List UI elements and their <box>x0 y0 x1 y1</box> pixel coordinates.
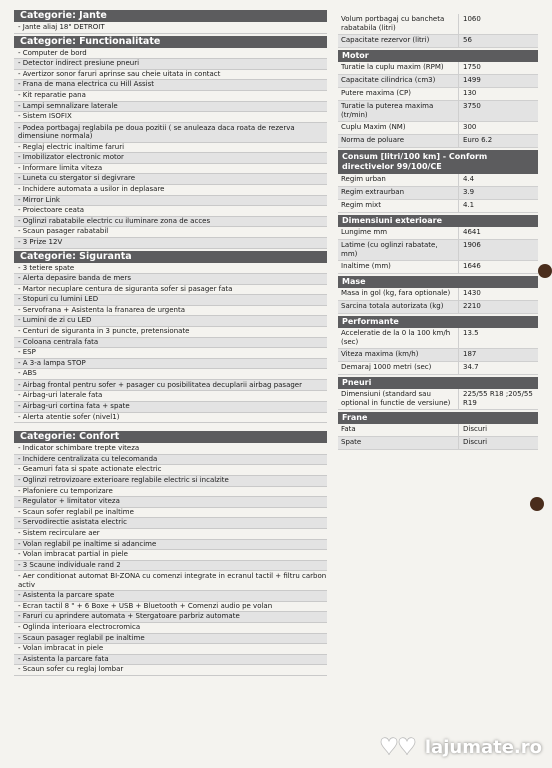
spec-row <box>338 200 538 213</box>
spec-label: Regim urban <box>341 175 386 183</box>
paper-hole-mark <box>538 264 552 278</box>
specs-table <box>338 14 538 450</box>
spec-row <box>338 135 538 148</box>
list-item: - Podea portbagaj reglabila pe doua pozitii ( se anuleaza daca roata de rezerva dimensiune normala) <box>14 123 327 143</box>
section-header: Dimensiuni exterioare <box>338 215 538 227</box>
list-item: - Volan imbracat in piele <box>14 644 327 655</box>
list-item: - Alerta atentie sofer (nivel1) <box>14 413 327 424</box>
spec-label: Norma de poluare <box>341 136 405 144</box>
list-item: - Lumini de zi cu LED <box>14 316 327 327</box>
section-header: Categorie: Confort <box>14 431 327 443</box>
list-item: - Airbag-uri cortina fata + spate <box>14 402 327 413</box>
list-item: - Sistem ISOFIX <box>14 112 327 123</box>
list-item: - Scaun pasager reglabil pe inaltime <box>14 634 327 645</box>
spec-label: Lungime mm <box>341 228 388 236</box>
spec-label: Dimensiuni (standard sau optional in functie de versiune) <box>341 390 451 407</box>
spec-row <box>338 187 538 200</box>
spec-row <box>338 227 538 240</box>
section-header: Mase <box>338 276 538 288</box>
spec-label: Cuplu Maxim (NM) <box>341 123 406 131</box>
spec-value: 1430 <box>458 288 538 300</box>
spec-row <box>338 389 538 410</box>
spec-value: 2210 <box>458 301 538 313</box>
spec-row <box>338 328 538 349</box>
spec-label: Inaltime (mm) <box>341 262 391 270</box>
list-item: - Avertizor sonor faruri aprinse sau cheie uitata in contact <box>14 70 327 81</box>
list-item: - Alerta depasire banda de mers <box>14 274 327 285</box>
list-item: - Scaun sofer cu reglaj lombar <box>14 665 327 676</box>
spec-label: Latime (cu oglinzi rabatate, mm) <box>341 241 438 258</box>
list-item: - Kit reparatie pana <box>14 91 327 102</box>
list-item: - Scaun pasager rabatabil <box>14 227 327 238</box>
list-item: - Detector indirect presiune pneuri <box>14 59 327 70</box>
spec-row <box>338 88 538 101</box>
spec-value: Discuri <box>458 437 538 449</box>
list-item: - A 3-a lampa STOP <box>14 359 327 370</box>
spec-label: Putere maxima (CP) <box>341 89 411 97</box>
list-item: - Informare limita viteza <box>14 164 327 175</box>
spec-row <box>338 240 538 261</box>
list-item: - Inchidere automata a usilor in deplasare <box>14 185 327 196</box>
spec-label: Viteza maxima (km/h) <box>341 350 419 358</box>
list-item: - Volan reglabil pe inaltime si adancime <box>14 540 327 551</box>
list-item: - Aer conditionat automat BI-ZONA cu comenzi integrate in ecranul tactil + filtru carbon activ <box>14 571 327 591</box>
spec-value: 4.1 <box>458 200 538 212</box>
section-header: Categorie: Jante <box>14 10 327 22</box>
paper-hole-mark <box>530 497 544 511</box>
spec-row <box>338 261 538 274</box>
list-item: - Stopuri cu lumini LED <box>14 295 327 306</box>
list-item: - Airbag frontal pentru sofer + pasager cu posibilitatea decuplarii airbag pasager <box>14 380 327 391</box>
list-item: - Asistenta la parcare fata <box>14 655 327 666</box>
list-item: - Frana de mana electrica cu Hill Assist <box>14 80 327 91</box>
spec-label: Demaraj 1000 metri (sec) <box>341 363 432 371</box>
spec-label: Volum portbagaj cu bancheta rabatabila (litri) <box>341 15 445 32</box>
spec-row <box>338 362 538 375</box>
spec-label: Spate <box>341 438 362 446</box>
spec-value: 130 <box>458 88 538 100</box>
spec-row <box>338 301 538 314</box>
section-functionalitate <box>14 36 327 249</box>
list-item: - Lampi semnalizare laterale <box>14 102 327 113</box>
hearts-logo-icon <box>375 734 421 760</box>
spec-row <box>338 75 538 88</box>
spec-value: Discuri <box>458 424 538 436</box>
list-item: - Jante aliaj 18" DETROIT <box>14 23 327 34</box>
spec-value: 1060 <box>458 14 538 34</box>
list-item: - Asistenta la parcare spate <box>14 591 327 602</box>
watermark <box>375 734 542 760</box>
list-item: - Mirror Link <box>14 196 327 207</box>
list-item: - 3 Scaune individuale rand 2 <box>14 561 327 572</box>
spec-row <box>338 288 538 301</box>
section-siguranta <box>14 251 327 424</box>
section-header: Pneuri <box>338 377 538 389</box>
list-item: - Proiectoare ceata <box>14 206 327 217</box>
section-header: Categorie: Functionalitate <box>14 36 327 48</box>
spec-row <box>338 174 538 187</box>
spec-value: 13.5 <box>458 328 538 348</box>
section-confort <box>14 431 327 676</box>
equipment-list <box>14 10 327 676</box>
section-header: Frane <box>338 412 538 424</box>
spec-label: Masa in gol (kg, fara optionale) <box>341 289 451 297</box>
spec-label: Sarcina totala autorizata (kg) <box>341 302 444 310</box>
spec-value: Euro 6.2 <box>458 135 538 147</box>
spec-value: 1750 <box>458 62 538 74</box>
list-item: - Centuri de siguranta in 3 puncte, pretensionate <box>14 327 327 338</box>
list-item: - Airbag-uri laterale fata <box>14 391 327 402</box>
list-item: - Sistem recirculare aer <box>14 529 327 540</box>
spec-row <box>338 122 538 135</box>
spec-value: 4641 <box>458 227 538 239</box>
list-item: - 3 tetiere spate <box>14 264 327 275</box>
spec-label: Regim mixt <box>341 201 381 209</box>
list-item: - Luneta cu stergator si degivrare <box>14 174 327 185</box>
list-item: - 3 Prize 12V <box>14 238 327 249</box>
list-item: - Martor necuplare centura de siguranta sofer si pasager fata <box>14 285 327 296</box>
section-jante <box>14 10 327 34</box>
section-header: Performante <box>338 316 538 328</box>
list-item: - Volan imbracat partial in piele <box>14 550 327 561</box>
spec-value: 1906 <box>458 240 538 260</box>
list-item: - Faruri cu aprindere automata + Stergatoare parbriz automate <box>14 612 327 623</box>
list-item: - Plafoniere cu temporizare <box>14 487 327 498</box>
spec-row <box>338 14 538 35</box>
spec-value: 3.9 <box>458 187 538 199</box>
list-item: - Imobilizator electronic motor <box>14 153 327 164</box>
list-item: - Coloana centrala fata <box>14 338 327 349</box>
spec-value: 34.7 <box>458 362 538 374</box>
watermark-text: lajumate.ro <box>424 736 542 758</box>
spec-label: Fata <box>341 425 356 433</box>
list-item: - Oglinzi retrovizoare exterioare reglabile electric si incalzite <box>14 476 327 487</box>
spec-row <box>338 424 538 437</box>
spec-row <box>338 35 538 48</box>
section-header: Consum [litri/100 km] - Conform directivelor 99/100/CE <box>338 150 538 174</box>
section-header: Categorie: Siguranta <box>14 251 327 263</box>
spec-value: 3750 <box>458 101 538 121</box>
spec-row <box>338 62 538 75</box>
spec-row <box>338 437 538 450</box>
spec-value: 1499 <box>458 75 538 87</box>
list-item: - Reglaj electric inaltime faruri <box>14 143 327 154</box>
list-item: - ABS <box>14 369 327 380</box>
spec-row <box>338 349 538 362</box>
list-item: - Servofrana + Asistenta la franarea de urgenta <box>14 306 327 317</box>
spec-label: Turatie la puterea maxima (tr/min) <box>341 102 434 119</box>
section-header: Motor <box>338 50 538 62</box>
spec-label: Regim extraurban <box>341 188 405 196</box>
list-item: - Indicator schimbare trepte viteza <box>14 444 327 455</box>
spec-value: 1646 <box>458 261 538 273</box>
list-item: - Oglinzi rabatabile electric cu iluminare zona de acces <box>14 217 327 228</box>
spec-label: Capacitate cilindrica (cm3) <box>341 76 436 84</box>
list-item: - Servodirectie asistata electric <box>14 518 327 529</box>
spec-label: Acceleratie de la 0 la 100 km/h (sec) <box>341 329 451 346</box>
list-item: - Inchidere centralizata cu telecomanda <box>14 455 327 466</box>
spec-value: 4.4 <box>458 174 538 186</box>
spec-label: Capacitate rezervor (litri) <box>341 36 430 44</box>
list-item: - Computer de bord <box>14 49 327 60</box>
list-item: - Geamuri fata si spate actionate electric <box>14 465 327 476</box>
spec-value: 56 <box>458 35 538 47</box>
list-item: - Ecran tactil 8 " + 6 Boxe + USB + Bluetooth + Comenzi audio pe volan <box>14 602 327 613</box>
spec-value: 187 <box>458 349 538 361</box>
list-item: - Scaun sofer reglabil pe inaltime <box>14 508 327 519</box>
spec-label: Turatie la cuplu maxim (RPM) <box>341 63 444 71</box>
spec-row <box>338 101 538 122</box>
spec-value: 225/55 R18 ;205/55 R19 <box>458 389 538 409</box>
list-item: - Regulator + limitator viteza <box>14 497 327 508</box>
list-item: - ESP <box>14 348 327 359</box>
list-item: - Oglinda interioara electrocromica <box>14 623 327 634</box>
spec-value: 300 <box>458 122 538 134</box>
